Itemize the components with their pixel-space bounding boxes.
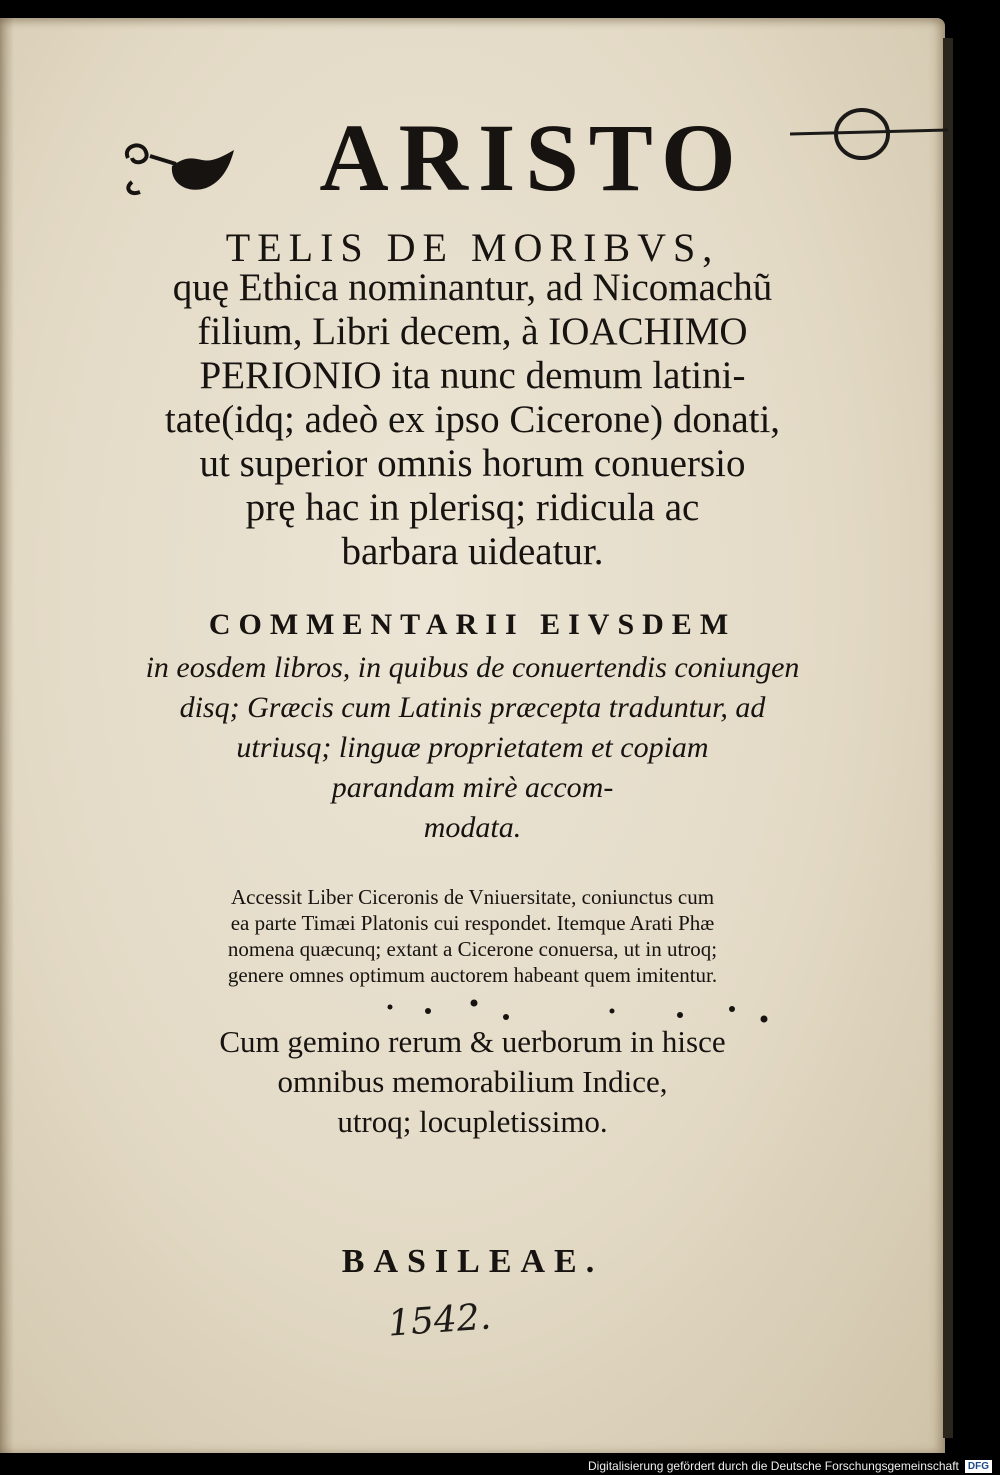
commentarii-heading: COMMENTARII EIVSDEM <box>208 608 737 641</box>
body-line: filium, Libri decem, à IOACHIMO <box>197 310 748 353</box>
body-line: ut superior omnis horum conuersio <box>199 442 746 485</box>
credit-text: Digitalisierung gefördert durch die Deutsche Forschungsgemeinschaft <box>588 1459 959 1473</box>
body-line: tate(idq; adeò ex ipso Cicerone) donati, <box>164 398 781 441</box>
title-page <box>0 18 945 1453</box>
commentarii-line: utriusq; linguæ proprietatem et copiam <box>236 731 709 764</box>
dfg-logo: DFG <box>965 1460 992 1473</box>
body-line: prę hac in plerisq; ridicula ac <box>245 486 700 529</box>
commentarii-line: disq; Græcis cum Latinis præcepta traduntur, ad <box>179 691 766 724</box>
commentarii-line: modata. <box>423 811 522 844</box>
index-line: utroq; locupletissimo. <box>337 1104 608 1139</box>
body-line: quę Ethica nominantur, ad Nicomachũ <box>172 266 773 309</box>
title-line2: TELIS DE MORIBVS, <box>225 225 720 270</box>
digitization-credit <box>588 1459 992 1473</box>
handwritten-year: 1542. <box>386 1296 493 1345</box>
body-line: PERIONIO ita nunc demum latini- <box>199 354 746 397</box>
accessit-line: ea parte Timæi Platonis cui respondet. Itemque Arati Phæ <box>230 911 715 935</box>
index-line: omnibus memorabilium Indice, <box>277 1064 668 1099</box>
accessit-line: genere omnes optimum auctorem habeant quem imitentur. <box>227 963 718 987</box>
imprint-city: BASILEAE. <box>341 1243 604 1280</box>
title-main: ARISTO <box>319 104 746 211</box>
accessit-line: nomena quæcunq; extant a Cicerone conuersa, ut in utroq; <box>227 937 718 961</box>
commentarii-line: parandam mirè accom- <box>331 771 614 804</box>
body-line: barbara uideatur. <box>341 530 604 573</box>
index-line: Cum gemino rerum & uerborum in hisce <box>219 1024 726 1059</box>
commentarii-line: in eosdem libros, in quibus de conuertendis coniungen <box>145 651 800 684</box>
accessit-line: Accessit Liber Ciceronis de Vniuersitate, coniunctus cum <box>230 885 715 909</box>
